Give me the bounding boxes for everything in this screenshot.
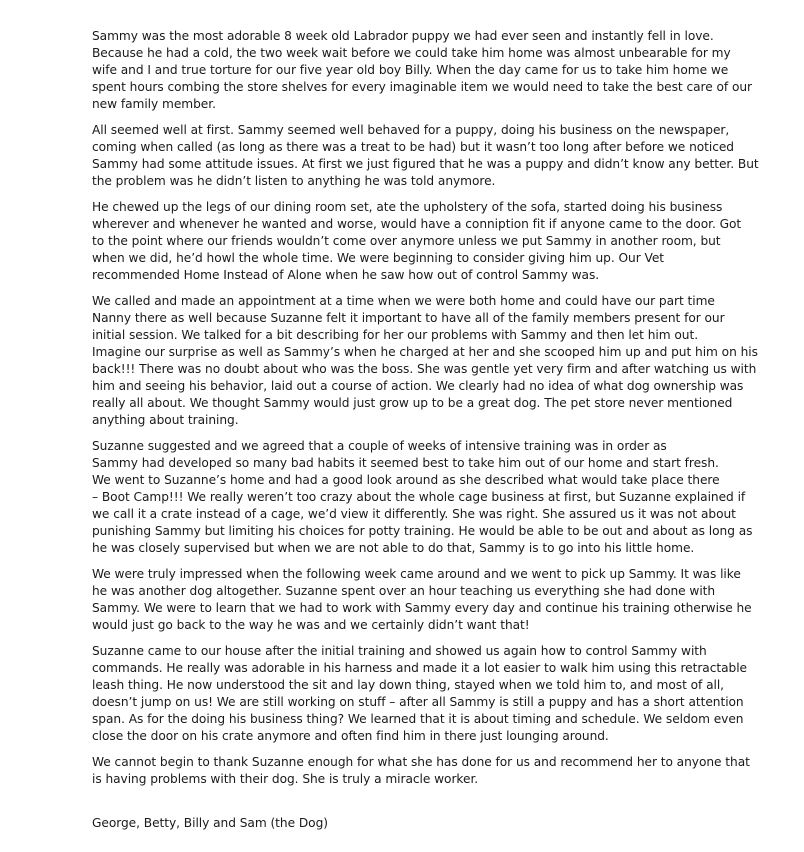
- text-line: wife and I and true torture for our five year old boy Billy. When the day came for us to take him home we: [92, 63, 729, 77]
- text-line: initial session. We talked for a bit describing for her our problems with Sammy and then let him out.: [92, 328, 699, 342]
- text-line: Imagine our surprise as well as Sammy’s when he charged at her and she scooped him up and put him on his: [92, 345, 758, 359]
- paragraph: [92, 643, 747, 745]
- letter-body: [92, 28, 759, 788]
- text-line: We went to Suzanne’s home and had a good look around as she described what would take place there: [92, 473, 720, 487]
- text-line: We were truly impressed when the following week came around and we went to pick up Sammy. It was like: [92, 567, 741, 581]
- text-line: punishing Sammy but limiting his choices for potty training. He would be able to be out and about as long as: [92, 524, 753, 538]
- text-line: Nanny there as well because Suzanne felt it important to have all of the family members present for our: [92, 311, 725, 325]
- paragraph: [92, 199, 742, 284]
- text-line: He chewed up the legs of our dining room set, ate the upholstery of the sofa, started doing his business: [92, 200, 723, 214]
- text-line: is having problems with their dog. She is truly a miracle worker.: [92, 772, 479, 786]
- text-line: would just go back to the way he was and we certainly didn’t want that!: [92, 618, 530, 632]
- paragraph: [92, 28, 753, 113]
- text-line: Suzanne came to our house after the initial training and showed us again how to control Sammy with: [92, 644, 707, 658]
- text-line: the problem was he didn’t listen to anything he was told anymore.: [92, 174, 496, 188]
- text-line: close the door on his crate anymore and often find him in there just lounging around.: [92, 729, 609, 743]
- text-line: Suzanne suggested and we agreed that a couple of weeks of intensive training was in order as: [92, 439, 667, 453]
- text-line: – Boot Camp!!! We really weren’t too crazy about the whole cage business at first, but Suzanne explained if: [92, 490, 746, 504]
- paragraph: [92, 122, 759, 190]
- text-line: Sammy. We were to learn that we had to work with Sammy every day and continue his training otherwise he: [92, 601, 752, 615]
- letter-document: [92, 28, 759, 832]
- text-line: he was closely supervised but when we are not able to do that, Sammy is to go into his little home.: [92, 541, 695, 555]
- text-line: new family member.: [92, 97, 216, 111]
- signature: George, Betty, Billy and Sam (the Dog): [92, 816, 328, 830]
- text-line: spent hours combing the store shelves for every imaginable item we would need to take the best care of our: [92, 80, 753, 94]
- text-line: really all about. We thought Sammy would just grow up to be a great dog. The pet store never mentioned: [92, 396, 733, 410]
- text-line: him and seeing his behavior, laid out a course of action. We clearly had no idea of what dog ownership was: [92, 379, 744, 393]
- text-line: All seemed well at first. Sammy seemed well behaved for a puppy, doing his business on the newspaper,: [92, 123, 730, 137]
- text-line: recommended Home Instead of Alone when he saw how out of control Sammy was.: [92, 268, 600, 282]
- text-line: We cannot begin to thank Suzanne enough for what she has done for us and recommend her to anyone that: [92, 755, 750, 769]
- paragraph: [92, 566, 752, 634]
- text-line: Sammy was the most adorable 8 week old Labrador puppy we had ever seen and instantly fell in love.: [92, 29, 714, 43]
- text-line: anything about training.: [92, 413, 239, 427]
- text-line: when we did, he’d howl the whole time. We were beginning to consider giving him up. Our Vet: [92, 251, 665, 265]
- text-line: Sammy had some attitude issues. At first we just figured that he was a puppy and didn’t know any better. But: [92, 157, 759, 171]
- text-line: commands. He really was adorable in his harness and made it a lot easier to walk him using this retractable: [92, 661, 747, 675]
- text-line: span. As for the doing his business thing? We learned that it is about timing and schedule. We seldom even: [92, 712, 744, 726]
- text-line: doesn’t jump on us! We are still working on stuff – after all Sammy is still a puppy and has a short attention: [92, 695, 744, 709]
- text-line: We called and made an appointment at a time when we were both home and could have our part time: [92, 294, 715, 308]
- paragraph: [92, 293, 758, 429]
- text-line: wherever and whenever he wanted and worse, would have a conniption fit if anyone came to the door. Got: [92, 217, 742, 231]
- text-line: Because he had a cold, the two week wait before we could take him home was almost unbearable for my: [92, 46, 731, 60]
- text-line: he was another dog altogether. Suzanne spent over an hour teaching us everything she had done with: [92, 584, 716, 598]
- text-line: to the point where our friends wouldn’t come over anymore unless we put Sammy in another room, but: [92, 234, 721, 248]
- text-line: Sammy had developed so many bad habits it seemed best to take him out of our home and start fresh.: [92, 456, 719, 470]
- text-line: leash thing. He now understood the sit and lay down thing, stayed when we told him to, and most of all,: [92, 678, 725, 692]
- paragraph: [92, 438, 753, 557]
- text-line: coming when called (as long as there was a treat to be had) but it wasn’t too long after before we noticed: [92, 140, 734, 154]
- paragraph: [92, 754, 750, 788]
- text-line: back!!! There was no doubt about who was the boss. She was gentle yet very firm and after watching us with: [92, 362, 757, 376]
- text-line: we call it a crate instead of a cage, we’d view it differently. She was right. She assured us it was not about: [92, 507, 736, 521]
